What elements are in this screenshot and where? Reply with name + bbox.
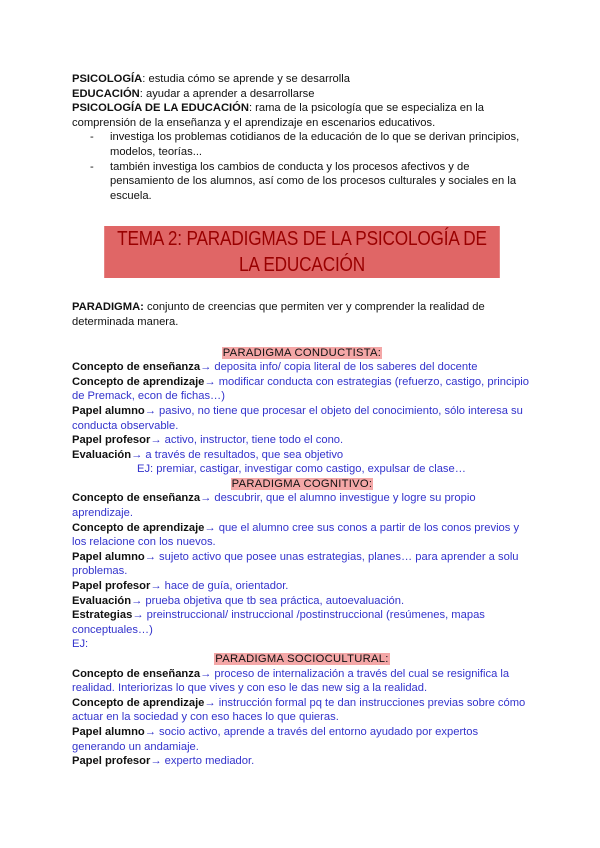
list-item: Papel alumno→ socio activo, aprende a través del entorno ayudado por expertos generando un andamiaje. [72, 725, 479, 753]
list-item: Concepto de enseñanza→ proceso de internalización a través del cual se resignifica la realidad. Interiorizas lo que vives y con eso le das new sig a la realidad. [72, 667, 510, 695]
list-item: Concepto de aprendizaje→ modificar conducta con estrategias (refuerzo, castigo, principio de Premack, econ de fichas…) [72, 375, 530, 403]
document-page [72, 72, 532, 769]
list-item: Papel profesor→ hace de guía, orientador. [72, 580, 289, 593]
example-text: EJ: [72, 638, 89, 651]
def-educacion: EDUCACIÓN: ayudar a aprender a desarrollarse [72, 87, 315, 100]
list-item: Papel profesor→ experto mediador. [72, 755, 255, 768]
def-paradigma: PARADIGMA: conjunto de creencias que permiten ver y comprender la realidad de determinada manera. [72, 301, 485, 328]
list-item: Concepto de aprendizaje→ instrucción formal pq te dan instrucciones previas sobre cómo actuar en la sociedad y con eso haces lo que quieras. [72, 696, 526, 724]
list-item: Estrategias→ preinstruccional/ instruccional /postinstruccional (resúmenes, mapas conceptuales…) [72, 609, 485, 636]
page-title: TEMA 2: PARADIGMAS DE LA PSICOLOGÍA DE LA EDUCACIÓN [104, 226, 500, 278]
def-psicologia: PSICOLOGÍA: estudia cómo se aprende y se desarrolla [72, 73, 350, 85]
list-item: Concepto de enseñanza→ descubrir, que el alumno investigue y logre su propio aprendizaje. [72, 492, 476, 520]
list-item: Papel alumno→ pasivo, no tiene que procesar el objeto del conocimiento, sólo interesa su conducta observable. [72, 404, 523, 432]
section-heading-conductista: PARADIGMA CONDUCTISTA: [222, 346, 382, 359]
list-item: Concepto de aprendizaje→ que el alumno cree sus conos a partir de los conos previos y los relacione con los nuevos. [72, 521, 520, 549]
section-heading-cognitivo: PARADIGMA COGNITIVO: [231, 477, 373, 490]
example-text: EJ: premiar, castigar, investigar como castigo, expulsar de clase… [137, 463, 466, 476]
list-item: Concepto de enseñanza→ deposita info/ copia literal de los saberes del docente [72, 361, 478, 374]
list-item: Papel profesor→ activo, instructor, tiene todo el cono. [72, 434, 344, 447]
list-item: Evaluación→ a través de resultados, que sea objetivo [72, 448, 344, 461]
list-item: Evaluación→ prueba objetiva que tb sea práctica, autoevaluación. [72, 594, 405, 607]
def-psicologia-educacion: PSICOLOGÍA DE LA EDUCACIÓN: rama de la psicología que se especializa en la comprensión de la enseñanza y el aprendizaje en escenarios educativos. [72, 102, 485, 129]
list-item: Papel alumno→ sujeto activo que posee unas estrategias, planes… para aprender a solu problemas. [72, 550, 519, 578]
list-item: - también investiga los cambios de conducta y los procesos afectivos y de pensamiento de los alumnos, así como de los procesos culturales y sociales en la escuela. [90, 160, 517, 202]
intro-bullet-list [72, 130, 532, 203]
section-heading-sociocultural: PARADIGMA SOCIOCULTURAL: [215, 653, 389, 665]
list-item: - investiga los problemas cotidianos de la educación de lo que se derivan principios, modelos, teorías... [90, 131, 520, 158]
